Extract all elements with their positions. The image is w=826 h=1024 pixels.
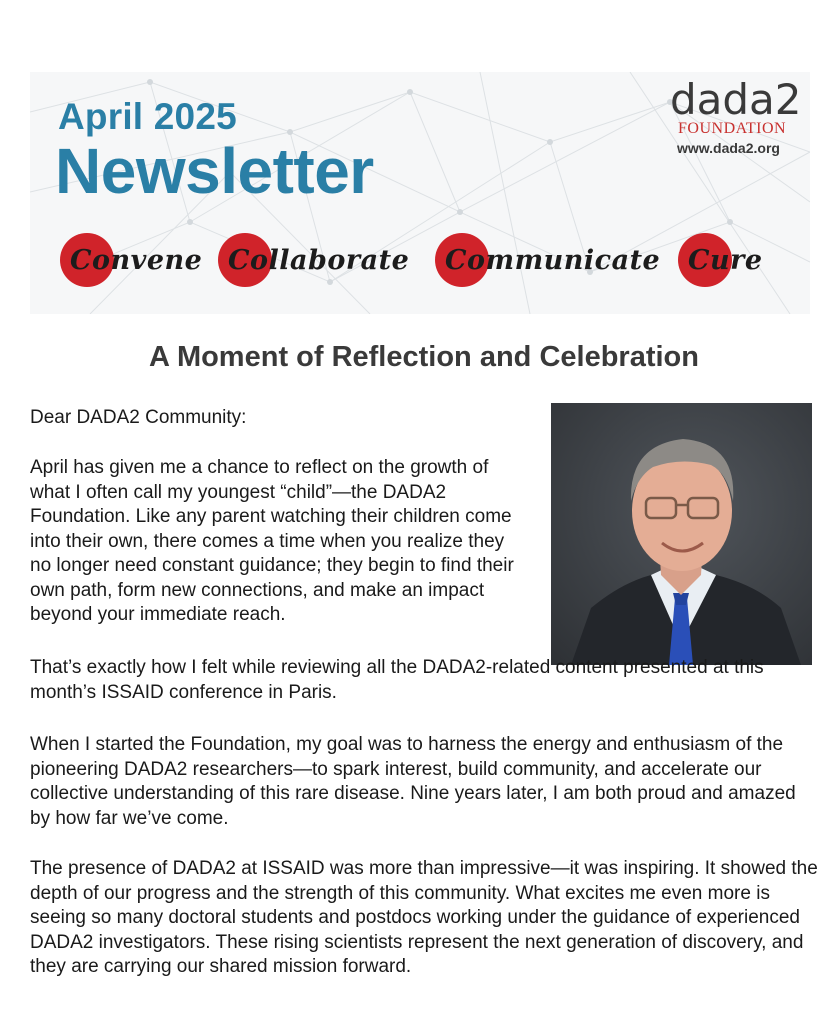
pillar-collaborate xyxy=(218,230,409,290)
foundation-logo[interactable] xyxy=(670,75,802,156)
pillar-communicate xyxy=(435,230,660,290)
logo-name: dada2 xyxy=(670,75,802,124)
author-portrait xyxy=(551,403,812,665)
pillar-label: Collaborate xyxy=(228,244,410,276)
newsletter-banner xyxy=(30,72,810,314)
pillar-label: Cure xyxy=(688,244,763,276)
logo-url[interactable]: www.dada2.org xyxy=(677,140,780,156)
pillar-convene xyxy=(60,230,202,290)
article-heading: A Moment of Reflection and Celebration xyxy=(149,341,699,373)
newsletter-title: Newsletter xyxy=(55,135,374,207)
paragraph-1: April has given me a chance to reflect on the growth of what I often call my youngest “child”—the DADA2 Foundation. Like any parent watching their children come into their own, there comes a time when you realize they no longer need constant guidance; they begin to find their own path, form new connections, and make an impact beyond your immediate reach. xyxy=(30,457,514,625)
pillar-cure xyxy=(678,230,763,290)
logo-subtitle: FOUNDATION xyxy=(678,120,787,137)
paragraph-2: That’s exactly how I felt while reviewing all the DADA2-related content presented at this month’s ISSAID conference in Paris. xyxy=(30,657,764,703)
newsletter-month: April 2025 xyxy=(58,96,237,137)
pillar-label: Convene xyxy=(70,244,203,276)
pillar-label: Communicate xyxy=(445,244,661,276)
paragraph-3: When I started the Foundation, my goal was to harness the energy and enthusiasm of the pioneering DADA2 researchers—to spark interest, build community, and accelerate our collective understanding of this rare disease. Nine years later, I am both proud and amazed by how far we’ve come. xyxy=(30,734,796,829)
greeting: Dear DADA2 Community: xyxy=(30,407,247,428)
paragraph-4: The presence of DADA2 at ISSAID was more than impressive—it was inspiring. It showed the depth of our progress and the strength of this community. What excites me even more is seeing so many doctoral students and postdocs working under the guidance of experienced DADA2 investigators. These rising scientists represent the next generation of discovery, and they are carrying our shared mission forward. xyxy=(30,858,818,977)
